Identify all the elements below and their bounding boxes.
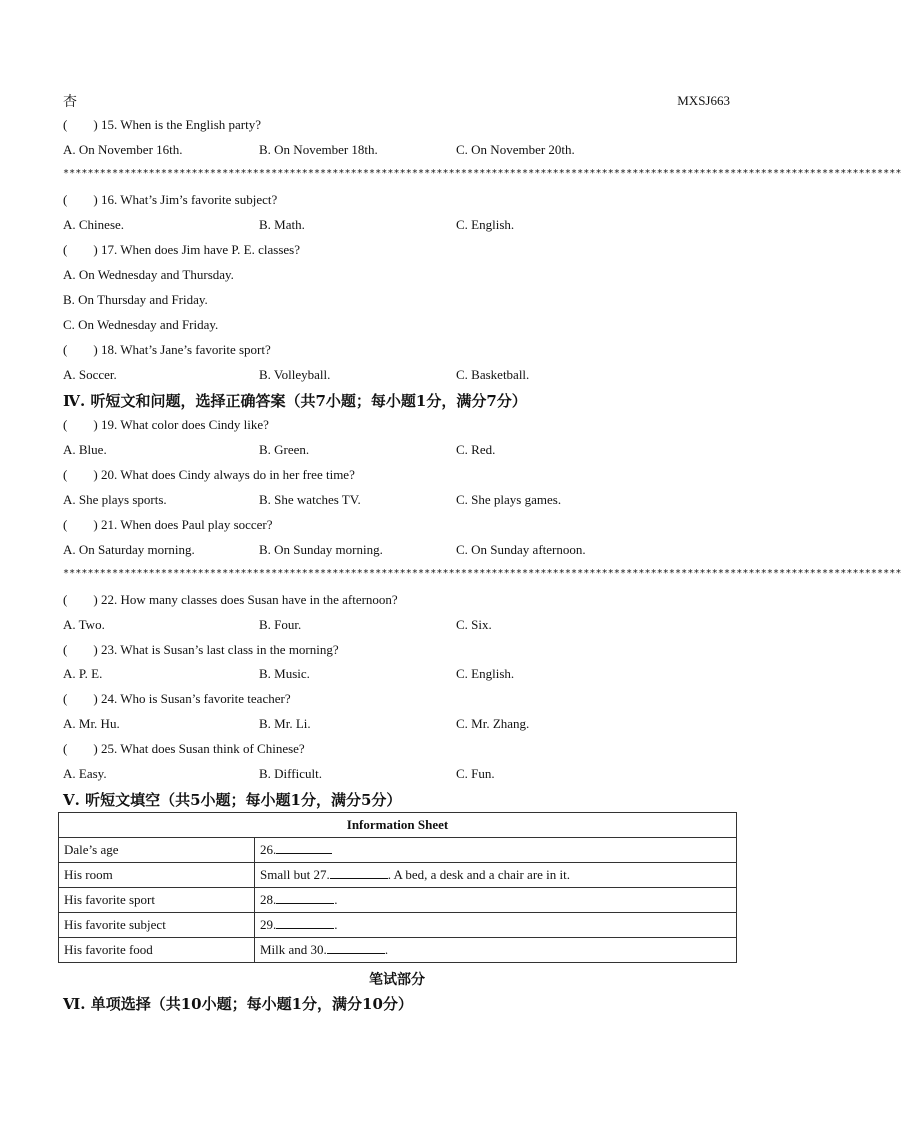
- option-b[interactable]: B. Four.: [259, 617, 302, 632]
- answer-paren-close: ): [93, 592, 98, 607]
- answer-paren-open[interactable]: (: [63, 592, 68, 607]
- row-label: His favorite food: [59, 938, 255, 963]
- question-15: [63, 117, 261, 133]
- answer-paren-close: ): [93, 467, 98, 482]
- question-19: [63, 417, 269, 433]
- question-23: [63, 642, 339, 658]
- option-a[interactable]: A. She plays sports.: [63, 492, 167, 507]
- answer-blank-30[interactable]: [327, 942, 385, 954]
- table-title: Information Sheet: [59, 813, 737, 838]
- answer-blank-26[interactable]: [276, 842, 332, 854]
- question-text: 22. How many classes does Susan have in the afternoon?: [100, 592, 398, 607]
- row-label: His favorite subject: [59, 913, 255, 938]
- option-b[interactable]: B. On Sunday morning.: [259, 542, 383, 557]
- option-c[interactable]: C. Basketball.: [456, 367, 530, 382]
- question-22: [63, 592, 398, 608]
- option-c[interactable]: C. Six.: [456, 617, 492, 632]
- option-b[interactable]: B. She watches TV.: [259, 492, 361, 507]
- option-b[interactable]: B. On Thursday and Friday.: [63, 292, 208, 307]
- row-label: His room: [59, 863, 255, 888]
- question-text: 24. Who is Susan’s favorite teacher?: [100, 691, 291, 706]
- option-a[interactable]: A. Chinese.: [63, 217, 125, 232]
- row-value: 29. .: [255, 913, 737, 938]
- question-24: [63, 691, 291, 707]
- answer-paren-close: ): [93, 342, 98, 357]
- question-text: 25. What does Susan think of Chinese?: [100, 741, 305, 756]
- question-text: 21. When does Paul play soccer?: [100, 517, 273, 532]
- section-4-title: Ⅳ. 听短文和问题，选择正确答案（共7小题；每小题1分，满分7分）: [63, 392, 527, 410]
- option-a[interactable]: A. Mr. Hu.: [63, 716, 120, 731]
- table-row: [59, 863, 737, 888]
- answer-blank-28[interactable]: [276, 892, 334, 904]
- answer-paren-open[interactable]: (: [63, 342, 68, 357]
- question-20: [63, 467, 355, 483]
- section-6-title: Ⅵ. 单项选择（共10小题；每小题1分，满分10分）: [63, 995, 413, 1013]
- table-row: [59, 888, 737, 913]
- option-b[interactable]: B. Difficult.: [259, 766, 322, 781]
- option-a[interactable]: A. Soccer.: [63, 367, 117, 382]
- question-text: 20. What does Cindy always do in her free time?: [100, 467, 355, 482]
- answer-paren-close: ): [93, 691, 98, 706]
- answer-blank-29[interactable]: [276, 917, 334, 929]
- answer-paren-open[interactable]: (: [63, 417, 68, 432]
- question-text: 15. When is the English party?: [100, 117, 261, 132]
- option-b[interactable]: B. On November 18th.: [259, 142, 378, 157]
- option-a[interactable]: A. Blue.: [63, 442, 107, 457]
- option-b[interactable]: B. Music.: [259, 666, 310, 681]
- row-label: Dale’s age: [59, 838, 255, 863]
- answer-paren-close: ): [93, 417, 98, 432]
- paper-code: MXSJ663: [677, 93, 730, 108]
- star-divider: *****************************************************************************************************************************************: [63, 168, 902, 179]
- question-21: [63, 517, 273, 533]
- answer-blank-27[interactable]: [330, 867, 388, 879]
- star-divider: *****************************************************************************************************************************************: [63, 568, 902, 579]
- option-c[interactable]: C. Fun.: [456, 766, 495, 781]
- option-c[interactable]: C. English.: [456, 666, 515, 681]
- option-c[interactable]: C. English.: [456, 217, 515, 232]
- option-b[interactable]: B. Math.: [259, 217, 305, 232]
- option-c[interactable]: C. On November 20th.: [456, 142, 575, 157]
- section-5-title: Ⅴ. 听短文填空（共5小题；每小题1分，满分5分）: [63, 791, 402, 809]
- table-row: [59, 838, 737, 863]
- answer-paren-close: ): [93, 642, 98, 657]
- question-text: 19. What color does Cindy like?: [100, 417, 269, 432]
- answer-paren-close: ): [93, 517, 98, 532]
- question-text: 17. When does Jim have P. E. classes?: [100, 242, 300, 257]
- question-17: [63, 242, 300, 258]
- question-text: 16. What’s Jim’s favorite subject?: [100, 192, 278, 207]
- answer-paren-open[interactable]: (: [63, 741, 68, 756]
- question-18: [63, 342, 271, 358]
- row-value: Milk and 30. .: [255, 938, 737, 963]
- answer-paren-open[interactable]: (: [63, 117, 68, 132]
- table-row: [59, 938, 737, 963]
- header-char: 杏: [63, 95, 77, 110]
- answer-paren-close: ): [93, 192, 98, 207]
- option-c[interactable]: C. She plays games.: [456, 492, 562, 507]
- question-25: [63, 741, 305, 757]
- option-a[interactable]: A. P. E.: [63, 666, 103, 681]
- option-a[interactable]: A. Easy.: [63, 766, 107, 781]
- question-text: 23. What is Susan’s last class in the morning?: [100, 642, 339, 657]
- option-c[interactable]: C. On Sunday afternoon.: [456, 542, 586, 557]
- answer-paren-close: ): [93, 741, 98, 756]
- row-value: Small but 27. . A bed, a desk and a chair are in it.: [255, 863, 737, 888]
- row-label: His favorite sport: [59, 888, 255, 913]
- option-c[interactable]: C. On Wednesday and Friday.: [63, 317, 219, 332]
- option-a[interactable]: A. Two.: [63, 617, 105, 632]
- answer-paren-close: ): [93, 117, 98, 132]
- answer-paren-open[interactable]: (: [63, 691, 68, 706]
- answer-paren-open[interactable]: (: [63, 642, 68, 657]
- answer-paren-open[interactable]: (: [63, 192, 68, 207]
- option-c[interactable]: C. Mr. Zhang.: [456, 716, 530, 731]
- option-a[interactable]: A. On Wednesday and Thursday.: [63, 267, 234, 282]
- option-a[interactable]: A. On November 16th.: [63, 142, 183, 157]
- answer-paren-open[interactable]: (: [63, 517, 68, 532]
- option-b[interactable]: B. Green.: [259, 442, 310, 457]
- option-a[interactable]: A. On Saturday morning.: [63, 542, 195, 557]
- table-row: [59, 913, 737, 938]
- row-value: 26.: [255, 838, 737, 863]
- row-value: 28. .: [255, 888, 737, 913]
- written-part-title: 笔试部分: [369, 972, 425, 988]
- question-16: [63, 192, 277, 208]
- information-sheet-table: [58, 812, 737, 963]
- answer-paren-open[interactable]: (: [63, 467, 68, 482]
- option-b[interactable]: B. Mr. Li.: [259, 716, 311, 731]
- question-text: 18. What’s Jane’s favorite sport?: [100, 342, 271, 357]
- answer-paren-open[interactable]: (: [63, 242, 68, 257]
- answer-paren-close: ): [93, 242, 98, 257]
- option-b[interactable]: B. Volleyball.: [259, 367, 331, 382]
- option-c[interactable]: C. Red.: [456, 442, 496, 457]
